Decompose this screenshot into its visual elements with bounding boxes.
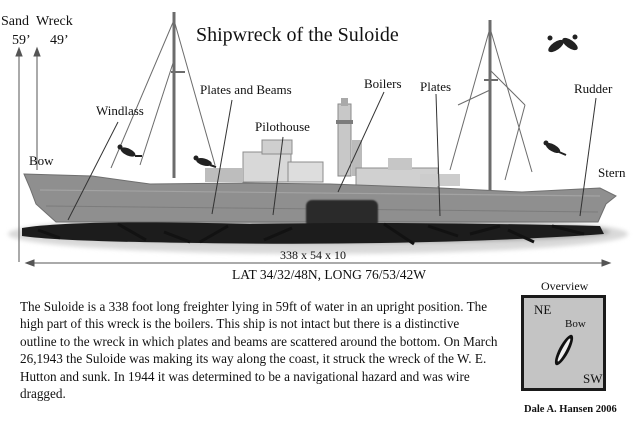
label-stern: Stern bbox=[598, 165, 626, 180]
label-plates-and-beams: Plates and Beams bbox=[200, 82, 292, 97]
overview-title: Overview bbox=[541, 279, 589, 293]
diver-icon bbox=[544, 141, 567, 156]
wreck-depth-label: Wreck bbox=[36, 14, 73, 29]
diver-icon bbox=[546, 35, 579, 55]
diagram-title: Shipwreck of the Suloide bbox=[196, 24, 399, 46]
diver-icon bbox=[118, 145, 143, 159]
overview-ne-label: NE bbox=[534, 302, 552, 317]
coordinates: LAT 34/32/48N, LONG 76/53/42W bbox=[232, 267, 426, 282]
superstructure bbox=[205, 98, 460, 188]
description-text: The Suloide is a 338 foot long freighter lying in 59ft of water in an upright position. The high part of this wreck is the boilers. This ship is not intact but there is a distinctive outline to the wreck in which plates and beams are scattered around the bottom. On March 26,1943 the Suloide was making its way along the coast, it struck the wreck of the W. E. Hutton and sunk. In 1944 it was determined to be a navigational hazard and was wire dragged. bbox=[20, 299, 498, 402]
overview-sw-label: SW bbox=[583, 371, 603, 386]
label-plates: Plates bbox=[420, 79, 452, 94]
label-rudder: Rudder bbox=[574, 81, 613, 96]
ship-dimensions: 338 x 54 x 10 bbox=[280, 248, 346, 262]
sand-depth-value: 59’ bbox=[12, 33, 31, 48]
sand-depth-label: Sand bbox=[1, 14, 29, 29]
label-windlass: Windlass bbox=[96, 103, 144, 118]
wreck-depth-value: 49’ bbox=[50, 33, 69, 48]
label-pilothouse: Pilothouse bbox=[255, 119, 310, 134]
label-bow: Bow bbox=[29, 153, 54, 168]
author-credit: Dale A. Hansen 2006 bbox=[524, 404, 617, 415]
overview-bow-label: Bow bbox=[565, 318, 586, 330]
label-boilers: Boilers bbox=[364, 76, 402, 91]
